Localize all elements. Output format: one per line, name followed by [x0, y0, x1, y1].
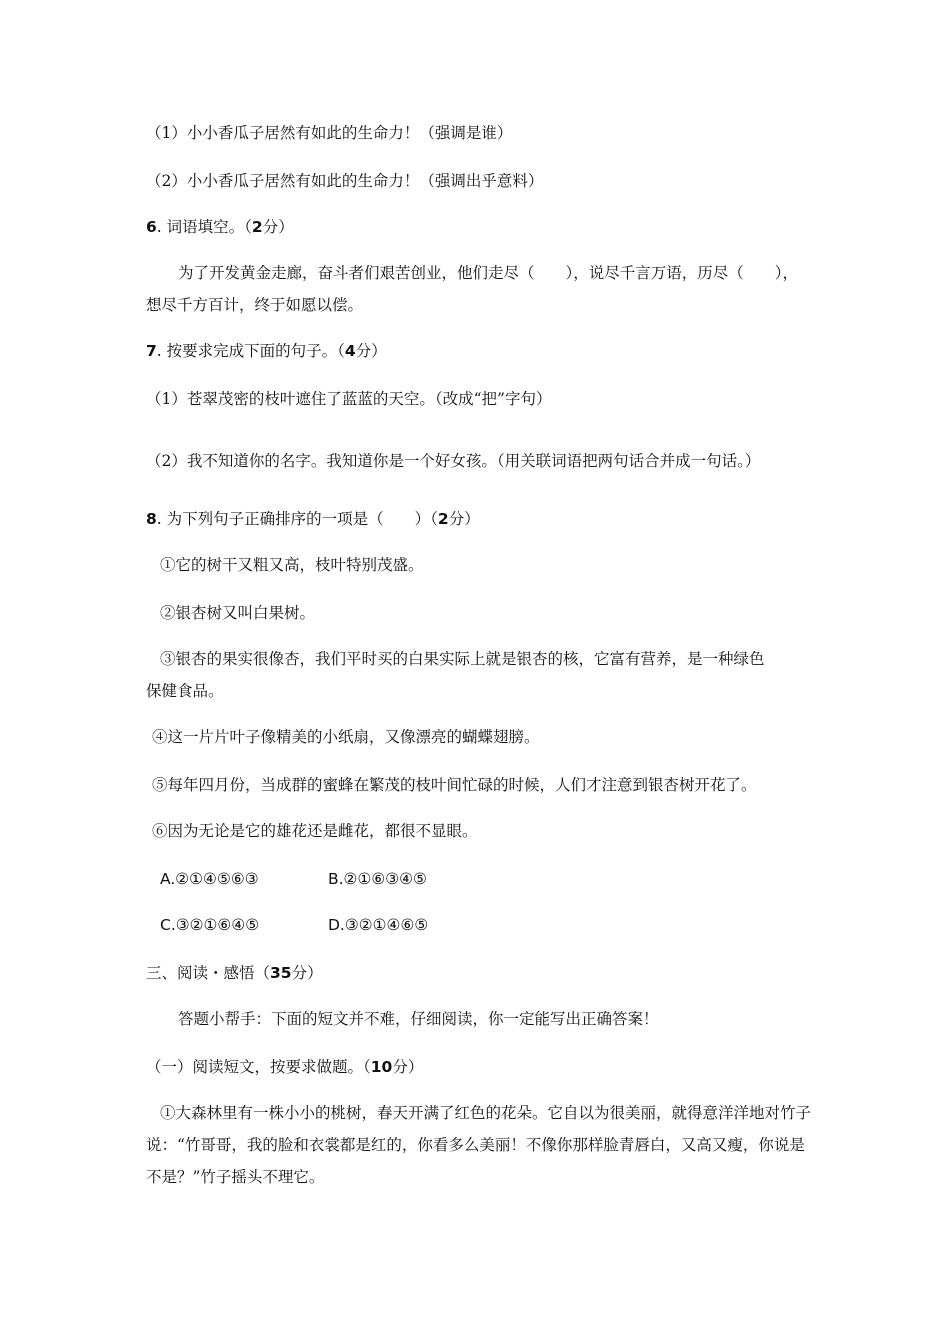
q6-paragraph-line-1: 为了开发黄金走廊，奋斗者们艰苦创业，他们走尽（ ），说尽千言万语，历尽（ ）， — [178, 264, 799, 282]
q8-sentence-6: ⑥因为无论是它的雄花还是雌花，都很不显眼。 — [152, 822, 478, 840]
option-a: A.②①④⑤⑥③ — [160, 870, 259, 888]
q7-heading — [146, 340, 826, 362]
q7-sentence-2: （2）我不知道你的名字。我知道你是一个好女孩。（用关联词语把两句话合并成一句话。） — [146, 452, 761, 470]
question-score: 2 — [437, 510, 449, 528]
question-score: 2 — [251, 218, 263, 236]
question-title: . 为下列句子正确排序的一项是（ ）（ — [156, 510, 438, 528]
question-number: 8 — [146, 510, 157, 528]
q7-sentence-1: （1）苍翠茂密的枝叶遮住了蓝蓝的天空。（改成“把”字句） — [146, 390, 552, 408]
q6-paragraph-line-2: 想尽千方百计，终于如愿以偿。 — [146, 296, 364, 314]
section-score: 35 — [270, 964, 292, 982]
question-title: . 按要求完成下面的句子。（ — [156, 342, 345, 360]
q8-sentence-3-line-1: ③银杏的果实很像杏，我们平时买的白果实际上就是银杏的核，它富有营养，是一种绿色 — [160, 650, 765, 668]
question-number: 7 — [146, 342, 157, 360]
part-score: 10 — [370, 1058, 393, 1076]
part-title: （一）阅读短文，按要求做题。（ — [146, 1058, 371, 1076]
question-number: 6 — [146, 218, 157, 236]
q6-heading — [146, 216, 826, 238]
option-c: C.③②①⑥④⑤ — [160, 916, 260, 934]
q8-sentence-5: ⑤每年四月份，当成群的蜜蜂在繁茂的枝叶间忙碌的时候，人们才注意到银杏树开花了。 — [152, 776, 757, 794]
question-score-unit: 分） — [448, 510, 480, 528]
section-3-heading — [146, 962, 826, 984]
section-title: 三、阅读・感悟（ — [146, 964, 271, 982]
q8-sentence-3-line-2: 保健食品。 — [146, 682, 224, 700]
q8-sentence-1: ①它的树干又粗又高，枝叶特别茂盛。 — [160, 556, 424, 574]
question-score-unit: 分） — [355, 342, 387, 360]
reading-part-1-heading — [146, 1056, 826, 1078]
question-score-unit: 分） — [262, 218, 294, 236]
part-score-unit: 分） — [392, 1058, 424, 1076]
q8-sentence-4: ④这一片片叶子像精美的小纸扇，又像漂亮的蝴蝶翅膀。 — [152, 728, 540, 746]
q8-sentence-2: ②银杏树又叫白果树。 — [160, 604, 316, 622]
option-d: D.③②①④⑥⑤ — [328, 916, 429, 934]
section-score-unit: 分） — [291, 964, 323, 982]
reading-paragraph-1: ①大森林里有一株小小的桃树，春天开满了红色的花朵。它自以为很美丽，就得意洋洋地对竹子说：“竹哥哥，我的脸和衣裳都是红的，你看多么美丽！不像你那样脸青唇白，又高又瘦，你说是不是？”竹子摇头不理它。 — [146, 1104, 812, 1186]
option-b: B.②①⑥③④⑤ — [328, 870, 427, 888]
question-title: . 词语填空。（ — [156, 218, 252, 236]
question-score: 4 — [344, 342, 356, 360]
q5-sentence-1: （1）小小香瓜子居然有如此的生命力！（强调是谁） — [146, 124, 513, 142]
q8-options-row-2 — [160, 914, 840, 936]
q8-heading — [146, 508, 826, 530]
q8-options-row-1 — [160, 868, 840, 890]
answer-helper-note: 答题小帮手：下面的短文并不难，仔细阅读，你一定能写出正确答案！ — [178, 1010, 659, 1028]
q5-sentence-2: （2）小小香瓜子居然有如此的生命力！（强调出乎意料） — [146, 172, 544, 190]
